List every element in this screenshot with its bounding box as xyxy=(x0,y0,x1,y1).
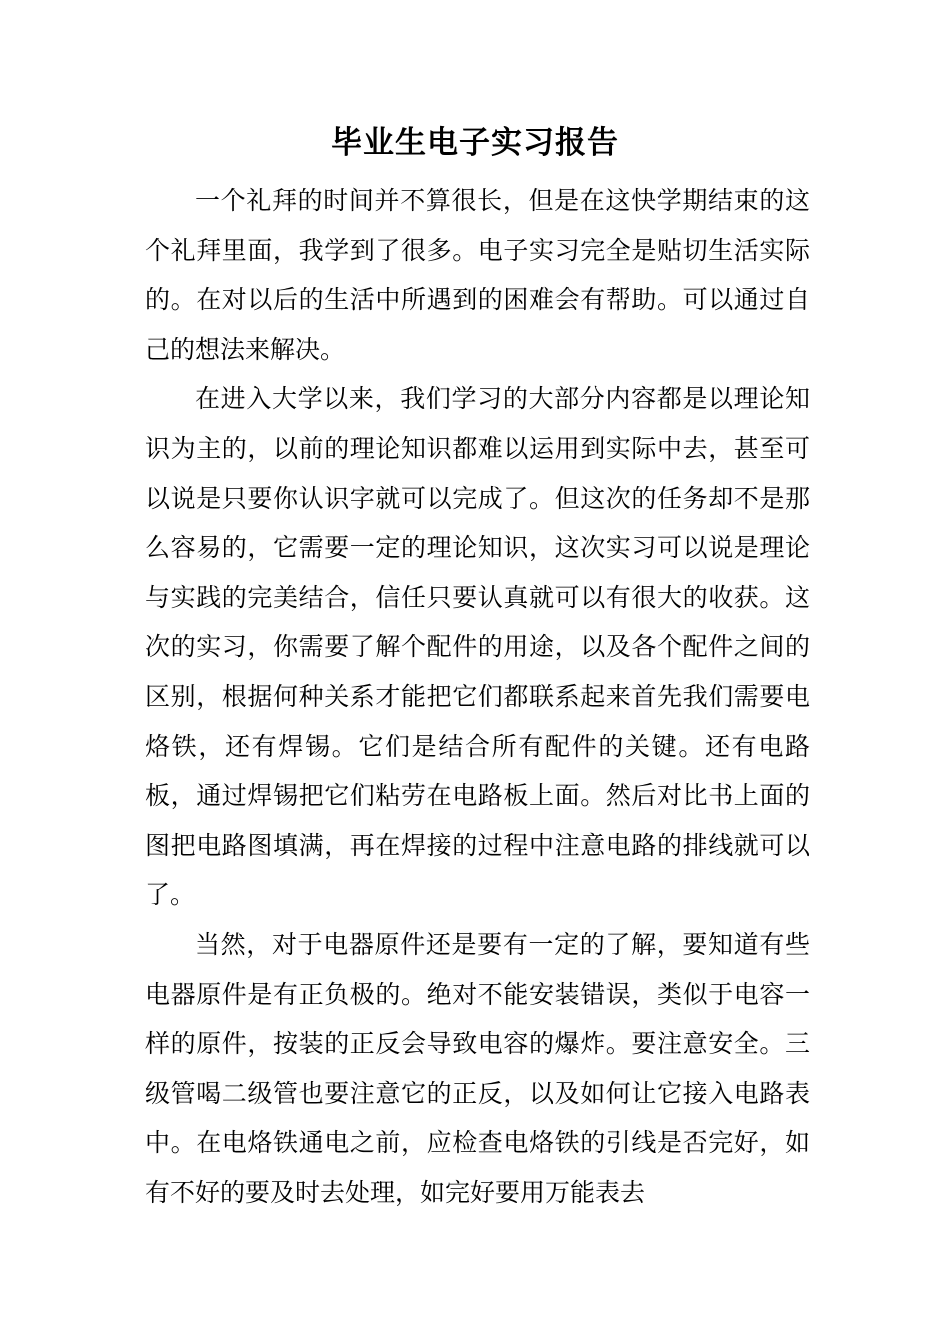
paragraph-1: 一个礼拜的时间并不算很长，但是在这快学期结束的这个礼拜里面，我学到了很多。电子实习完全是贴切生活实际的。在对以后的生活中所遇到的困难会有帮助。可以通过自己的想法来解决。 xyxy=(145,186,810,364)
document-title: 毕业生电子实习报告 xyxy=(331,125,619,161)
paragraph-3: 当然，对于电器原件还是要有一定的了解，要知道有些电器原件是有正负极的。绝对不能安装错误，类似于电容一样的原件，按装的正反会导致电容的爆炸。要注意安全。三级管喝二级管也要注意它的正反，以及如何让它接入电路表中。在电烙铁通电之前，应检查电烙铁的引线是否完好，如有不好的要及时去处理，如完好要用万能表去 xyxy=(145,929,810,1207)
paragraph-2: 在进入大学以来，我们学习的大部分内容都是以理论知识为主的，以前的理论知识都难以运用到实际中去，甚至可以说是只要你认识字就可以完成了。但这次的任务却不是那么容易的，它需要一定的理论知识，这次实习可以说是理论与实践的完美结合，信任只要认真就可以有很大的收获。这次的实习，你需要了解个配件的用途，以及各个配件之间的区别，根据何种关系才能把它们都联系起来首先我们需要电烙铁，还有焊锡。它们是结合所有配件的关键。还有电路板，通过焊锡把它们粘劳在电路板上面。然后对比书上面的图把电路图填满，再在焊接的过程中注意电路的排线就可以了。 xyxy=(145,384,810,910)
document-body xyxy=(145,176,810,1217)
